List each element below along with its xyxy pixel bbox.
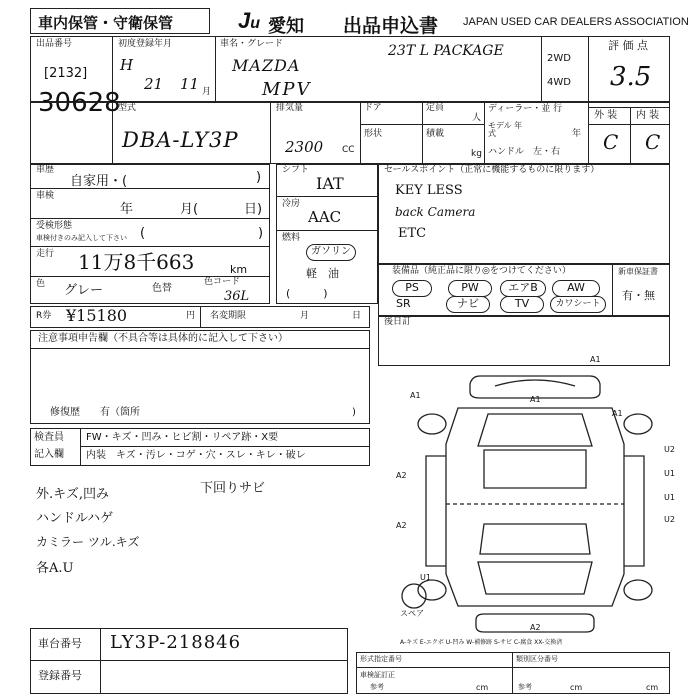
fuel-diesel: 軽 油 [306,267,339,280]
inspection-month: 月( [180,202,199,217]
color-code-label: 色コード [204,277,241,287]
name-change-label: 名変期限 [210,311,247,321]
logo-mark: Ju [238,8,261,33]
history-label: 車歴 [36,165,55,175]
registration-label: 登録番号 [38,669,82,682]
note-line-3: カミラー ツル.キズ [36,535,140,549]
mileage-value: 11万8千663 [78,250,195,274]
recycle-yen: 円 [186,311,196,321]
receiver-open: ( [140,226,146,241]
lot-number-label: 出品番号 [36,39,73,49]
note-line-1b: 下回りサビ [200,481,266,496]
exterior-label: 外 装 [594,110,618,121]
displacement-value: 2300 [285,138,324,156]
cm-2: cm [570,683,583,692]
score-value: 3.5 [610,62,652,92]
equip-airbag: エアB [500,280,546,297]
ac-value: AAC [308,208,342,226]
warranty-value: 有・無 [622,289,655,302]
car-grade: 23T L PACKAGE [388,43,504,59]
damage-mark-7: U1 [664,469,675,478]
repair-history: 修復歴 有（箇所 [50,407,140,418]
inspector-row-2-label: 内装 [86,450,106,461]
inspector-row-2: キズ・汚レ・コゲ・穴・スレ・キレ・破レ [116,450,306,461]
type-value: DBA-LY3P [122,128,239,152]
damage-mark-12: U1 [420,573,431,582]
receiver-label: 受検形態 [36,221,73,231]
interior-grade: C [645,130,661,154]
logo-text: 愛知 [268,16,304,36]
damage-mark-5: U2 [664,445,675,454]
equip-ps: PS [392,280,432,297]
kg-unit: kg [471,149,482,159]
recycle-amount: ¥15180 [66,306,128,325]
fuel-paren: ( ) [286,287,328,300]
car-name-label: 車名・グレード [220,39,284,49]
load-label: 積載 [426,129,445,139]
history-value: 自家用・( [70,174,128,189]
reg-era: H [120,56,134,74]
4wd-option: 4WD [547,77,571,88]
damage-mark-9: A2 [396,521,407,530]
mileage-label: 走行 [36,249,55,259]
color-code-value: 36L [224,289,250,304]
repair-close: ) [352,407,356,418]
seats-unit: 人 [472,113,482,123]
damage-mark-1: A1 [590,355,601,364]
dealer-label: ディーラー・並 行 [488,104,563,114]
handle-label: ハンドル 左・右 [488,147,561,157]
inspection-year: 年 [120,202,134,217]
rear-seal-label: 後日訂 [384,317,412,327]
shape-label: 形状 [364,129,383,139]
damage-mark-11: U2 [664,515,675,524]
name-change-day: 日 [352,311,362,321]
chassis-label: 車台番号 [38,637,82,650]
damage-mark-10: A2 [530,623,541,632]
cm-1: cm [476,683,489,692]
month-unit: 月 [202,87,212,97]
lot-number: 30628 [38,88,121,118]
form-number-label: 形式指定番号 [360,655,402,663]
inspector-label-2: 記入欄 [34,449,64,460]
interior-label: 内 装 [636,110,660,121]
model-year-label: モデル 年式 [488,121,523,138]
equip-navi: ナビ [446,296,490,313]
shift-label: シフト [282,165,310,175]
ac-label: 冷房 [282,199,301,209]
association-name: JAPAN USED CAR DEALERS ASSOCIATION [463,16,689,28]
equip-tv: TV [500,296,544,313]
chassis-value: LY3P-218846 [110,632,242,653]
fuel-gasoline: ガソリン [306,244,356,261]
spare-label: スペア [400,609,424,618]
sales-point-1: KEY LESS [395,183,463,198]
inspection-day: 日) [244,202,263,217]
inspector-label-1: 検査員 [34,432,64,443]
type-label: 型式 [118,103,137,113]
sales-point-3: ETC [398,226,427,241]
damage-mark-8: U1 [664,493,675,502]
car-model: MPV [262,79,312,100]
notes-header: 注意事項申告欄（不具合等は具体的に記入して下さい） [38,333,288,344]
color-change-label: 色替 [152,283,172,294]
equip-leather-seat: カワシート [550,296,606,313]
door-label: ドア [364,103,382,113]
equipment-label: 装備品（純正品に限り◎をつけてください） [392,266,571,276]
year-unit: 年 [572,129,582,139]
footer-box [356,652,670,694]
equip-pw: PW [448,280,492,297]
fuel-label: 燃料 [282,233,301,243]
car-make: MAZDA [232,56,301,75]
cc-unit: CC [342,145,355,155]
damage-mark-6: A2 [396,471,407,480]
damage-mark-4: A1 [612,409,623,418]
note-line-1: 外.キズ,凹み [36,487,110,502]
reference-2: 参考 [518,683,532,691]
2wd-option: 2WD [547,53,571,64]
note-line-2: ハンドルハゲ [36,511,114,526]
sales-point-label: セールスポイント（正常に機能するものに限ります） [384,165,600,175]
correction-label: 車検証訂正 [360,671,395,679]
color-value: グレー [64,283,104,298]
damage-mark-3: A1 [530,395,541,404]
shift-value: IAT [316,174,344,193]
sales-point-2: back Camera [395,205,476,219]
equip-sr: SR [396,297,411,310]
exterior-grade: C [603,130,619,154]
cm-3: cm [646,683,659,692]
note-line-4: 各A.U [36,561,74,576]
reg-year: 21 [144,75,164,93]
damage-legend: A-キズ E-エクボ U-凹み W-補修跡 S-サビ C-腐食 XX-交換済 [400,639,563,646]
displacement-label: 排気量 [276,103,304,113]
reg-month: 11 [180,75,200,93]
receiver-close: ) [258,226,264,241]
storage-label: 車内保管・守衛保管 [38,15,174,32]
color-label: 色 [36,279,46,289]
category-number-label: 類別区分番号 [516,655,558,663]
first-reg-label: 初度登録年月 [118,39,173,49]
equip-aw: AW [552,280,600,297]
seats-label: 定員 [426,103,445,113]
km-unit: km [230,263,248,276]
recycle-label: R券 [36,311,52,321]
reference-1: 参考 [370,683,384,691]
lot-bracket: [2132] [44,66,88,81]
name-change-month: 月 [300,311,310,321]
form-title: 出品申込書 [343,16,439,37]
score-label: 評 価 点 [608,39,648,52]
inspection-label: 車検 [36,191,55,201]
history-close: ) [256,170,262,185]
receiver-note: 車検付きのみ記入して下さい [36,234,127,242]
damage-mark-2: A1 [410,391,421,400]
warranty-label: 新車保証書 [618,267,658,276]
inspector-row-1: FW・キズ・凹み・ヒビ割・リペア跡・X要 [86,432,279,443]
